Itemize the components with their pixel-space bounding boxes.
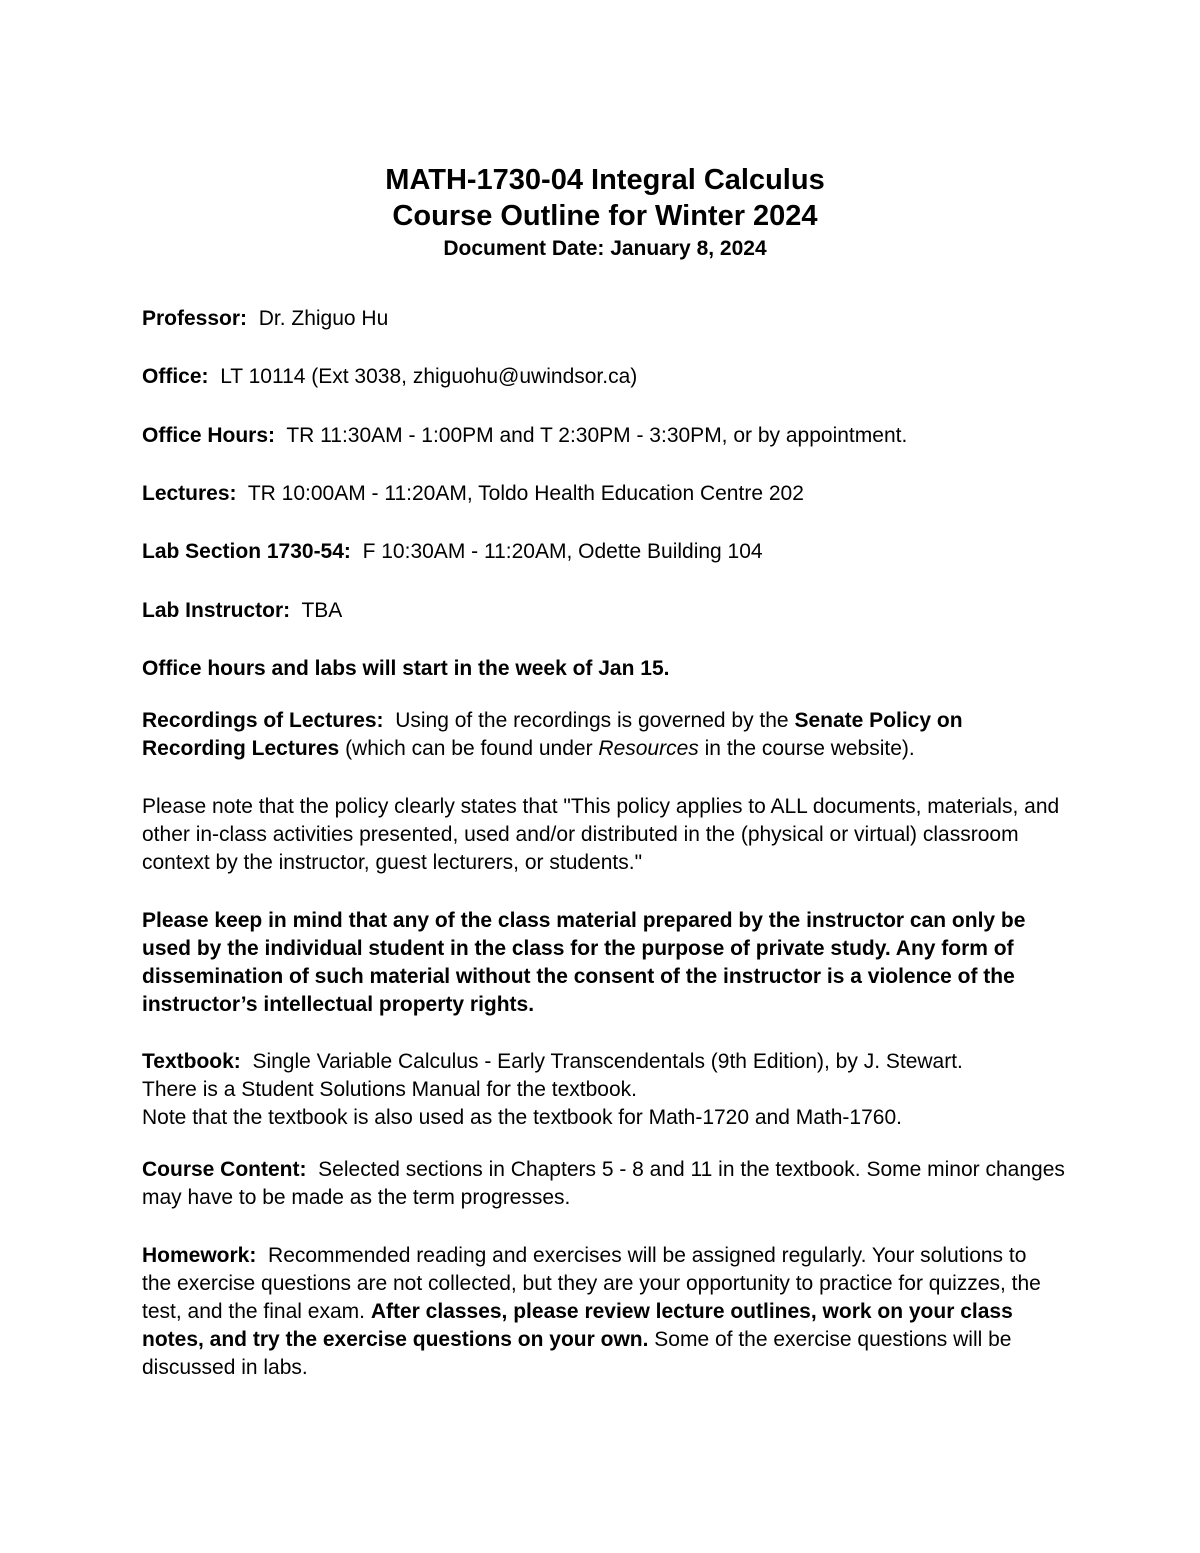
lab-instructor-value: TBA bbox=[301, 599, 343, 622]
recordings-text-1: Using of the recordings is governed by the bbox=[395, 709, 789, 732]
office-line bbox=[142, 363, 1092, 391]
lab-section-line bbox=[142, 538, 1092, 566]
course-content-label: Course Content: bbox=[142, 1158, 307, 1181]
office-label: Office: bbox=[142, 365, 209, 388]
recordings-text-3: in the course website). bbox=[704, 737, 915, 760]
recordings-label: Recordings of Lectures: bbox=[142, 709, 384, 732]
office-value: LT 10114 (Ext 3038, zhiguohu@uwindsor.ca) bbox=[220, 365, 638, 388]
professor-label: Professor: bbox=[142, 307, 248, 330]
intellectual-property-warning: Please keep in mind that any of the class material prepared by the instructor can only be used by the individual student in the class for the purpose of private study. Any form of dissemination of such material without the consent of the instructor is a violence of the instructor’s intellectual property rights. bbox=[142, 909, 1026, 1016]
course-title: MATH-1730-04 Integral Calculus bbox=[385, 164, 825, 196]
resources-word: Resources bbox=[598, 737, 699, 760]
textbook-title: Single Variable Calculus - Early Transcendentals (9th Edition), by J. Stewart. bbox=[252, 1050, 963, 1073]
homework-label: Homework: bbox=[142, 1244, 257, 1267]
homework-text-1: Recommended reading and exercises will be assigned regularly. Your solutions to the exercise questions are not collected, but they are your opportunity to practice for quizzes, the test, and the final exam. bbox=[142, 1244, 1041, 1323]
senate-policy-name: Senate Policy on Recording Lectures bbox=[142, 709, 963, 760]
professor-value: Dr. Zhiguo Hu bbox=[258, 307, 389, 330]
homework-paragraph bbox=[142, 1242, 1057, 1382]
office-hours-label: Office Hours: bbox=[142, 424, 276, 447]
office-hours-line bbox=[142, 422, 1092, 450]
course-content-text: Selected sections in Chapters 5 - 8 and 11 in the textbook. Some minor changes may have to be made as the term progresses. bbox=[142, 1158, 1065, 1209]
textbook-line-2: There is a Student Solutions Manual for the textbook. bbox=[142, 1078, 637, 1101]
professor-line bbox=[142, 305, 1092, 333]
lab-section-value: F 10:30AM - 11:20AM, Odette Building 104 bbox=[362, 540, 763, 563]
textbook-line-3: Note that the textbook is also used as the textbook for Math-1720 and Math-1760. bbox=[142, 1106, 902, 1129]
lectures-value: TR 10:00AM - 11:20AM, Toldo Health Education Centre 202 bbox=[247, 482, 804, 505]
course-content-paragraph bbox=[142, 1156, 1087, 1212]
lab-section-label: Lab Section 1730-54: bbox=[142, 540, 351, 563]
textbook-paragraph bbox=[142, 1048, 1092, 1132]
course-subtitle: Course Outline for Winter 2024 bbox=[392, 200, 818, 232]
recordings-text-2: (which can be found under bbox=[345, 737, 593, 760]
lab-instructor-label: Lab Instructor: bbox=[142, 599, 291, 622]
start-notice: Office hours and labs will start in the week of Jan 15. bbox=[142, 657, 670, 680]
homework-text-2: Some of the exercise questions will be discussed in labs. bbox=[142, 1328, 1012, 1379]
lectures-line bbox=[142, 480, 1092, 508]
course-outline-page bbox=[142, 162, 1092, 1379]
policy-note-paragraph: Please note that the policy clearly states that "This policy applies to ALL documents, materials, and other in-class activities presented, used and/or distributed in the (physical or virtual) classroom context by the instructor, guest lecturers, or students." bbox=[142, 795, 1060, 874]
office-hours-value: TR 11:30AM - 1:00PM and T 2:30PM - 3:30PM, or by appointment. bbox=[286, 424, 908, 447]
lab-instructor-line bbox=[142, 597, 1092, 625]
homework-review-instruction: After classes, please review lecture outlines, work on your class notes, and try the exercise questions on your own. bbox=[142, 1300, 1013, 1351]
lectures-label: Lectures: bbox=[142, 482, 237, 505]
textbook-label: Textbook: bbox=[142, 1050, 241, 1073]
textbook-line-1 bbox=[142, 1048, 1092, 1076]
recordings-paragraph bbox=[142, 707, 1042, 763]
document-date: Document Date: January 8, 2024 bbox=[443, 237, 767, 260]
document-header bbox=[130, 162, 1080, 264]
